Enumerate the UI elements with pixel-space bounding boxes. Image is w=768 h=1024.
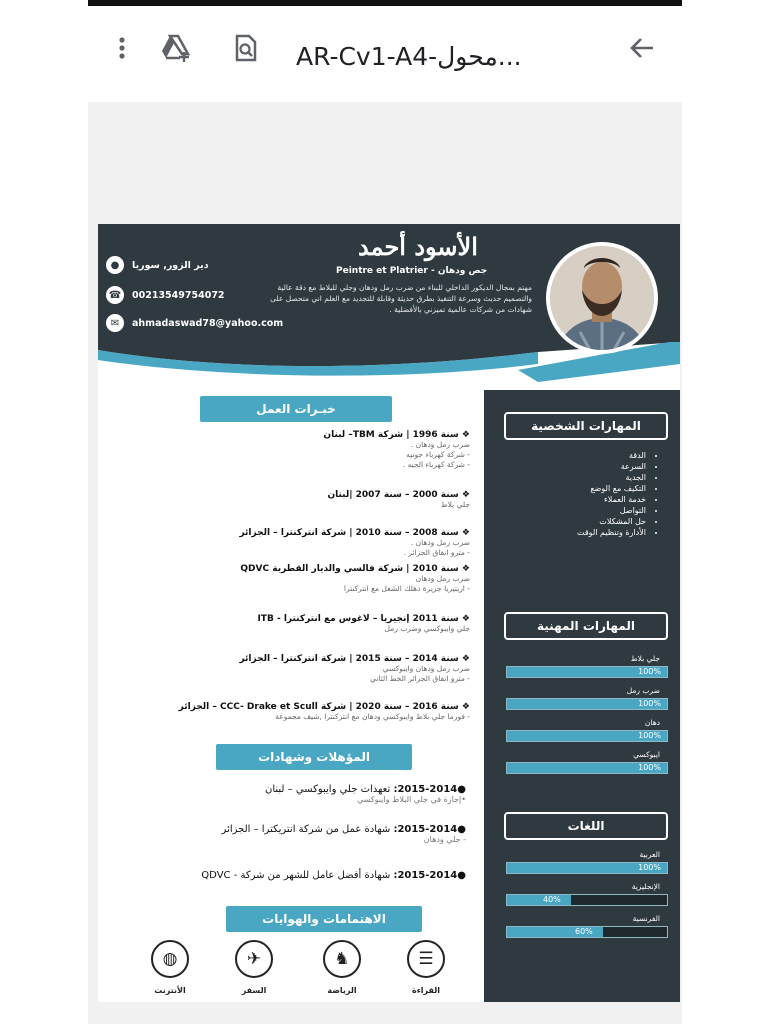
cv-summary: مهتم بمجال الديكور الداخلي للبناء من ضرب رمل ودهان وجلي للبلاط مع دقة عالية والتصميم حديث وسرعة التنفيذ بطرق حديثة وقابلة للتجديد مع العلم اني متحصل على شهادات من شركات عالمية تميزني بالأفضلية .	[270, 283, 532, 314]
professional-skill-label: دهان	[644, 718, 660, 727]
back-arrow-icon[interactable]	[626, 32, 658, 64]
running-icon: ♞	[323, 940, 361, 978]
languages-heading: اللغات	[504, 812, 668, 840]
professional-skill-percent: 100%	[638, 667, 661, 676]
personal-skills-heading: المهارات الشخصية	[504, 412, 668, 440]
personal-skills-list: • الدقة • السرعة • الجدية • التكيف مع الوضع • خدمة العملاء • التواصل • حل المشكلات • الأدارة وتنظيم الوقت	[498, 450, 658, 538]
airplane-icon: ✈	[235, 940, 273, 978]
language-label: الإنجليزية	[631, 882, 660, 891]
language-label: العربية	[639, 850, 660, 859]
viewer-toolbar	[88, 6, 682, 102]
professional-skill-bar	[506, 762, 668, 774]
professional-skill-percent: 100%	[638, 763, 661, 772]
cv-page	[98, 224, 680, 1002]
professional-skill-label: جلي بلاط	[630, 654, 660, 663]
experience-item: ❖ سنة 2008 – سنة 2010 | شركة انتركنترا – الجزائر ضرب رمل ودهان . - مترو انفاق الجزائر .	[239, 528, 470, 557]
interests-heading: الاهتمامات والهوايات	[226, 906, 422, 932]
professional-skills-heading: المهارات المهنية	[504, 612, 668, 640]
qualifications-heading: المؤهلات وشهادات	[216, 744, 412, 770]
language-bar-fill	[507, 895, 571, 905]
books-icon: ☰	[407, 940, 445, 978]
document-title: AR-Cv1-A4-محول...	[296, 42, 522, 71]
email-icon: ✉	[106, 314, 124, 332]
qualification-item: ●2015-2014: شهادة عمل من شركة انتريكترا – الجزائر - جلي ودهان	[221, 824, 466, 844]
find-in-page-icon[interactable]	[230, 32, 262, 64]
qualification-item: ●2015-2014: شهادة أفضل عامل للشهر من شركة - QDVC	[201, 870, 466, 881]
contact-email: ✉ ahmadaswad78@yahoo.com	[106, 314, 283, 332]
language-percent: 100%	[638, 863, 661, 872]
experience-heading: خبـرات العمل	[200, 396, 392, 422]
language-bar	[506, 862, 668, 874]
more-vert-icon[interactable]	[106, 32, 138, 64]
experience-item: ❖ سنة 2016 – سنة 2020 | شركة CCC- Drake et Scull – الجزائر - فورما جلي بلاط وايبوكسي ودهان مع انتركنترا ,شيف مجموعة	[178, 702, 470, 721]
professional-skill-label: ضرب رمل	[626, 686, 660, 695]
professional-skill-percent: 100%	[638, 699, 661, 708]
profile-photo	[546, 242, 658, 354]
contact-phone: ☎ 00213549754072	[106, 286, 225, 304]
interest-travel: ✈ السفر	[214, 940, 294, 995]
qualification-item: ●2015-2014: تعهدات جلي وايبوكسي – لبنان •إجازة في جلي البلاط وايبوكسي	[264, 784, 466, 804]
cv-name: الأسود أحمد	[358, 232, 478, 261]
experience-item: ❖ سنة 2014 – سنة 2015 | شركة انتركنترا – الجزائر ضرب رمل ودهان وايبوكسي - مترو انفاق الجزائر الخط الثاني	[239, 654, 470, 683]
language-bar	[506, 926, 668, 938]
language-label: الفرنسية	[632, 914, 660, 923]
experience-item: ❖ سنة 2010 | شركة فالسي والديار القطرية QDVC ضرب رمل ودهان - اريتيريا جزيرة دهلك الشغل مع انتركنترا	[240, 564, 470, 593]
interest-sports: ♞ الرياضة	[302, 940, 382, 995]
interest-internet: ◍ الأنترنت	[130, 940, 210, 995]
professional-skill-bar	[506, 730, 668, 742]
drive-add-icon[interactable]	[160, 32, 192, 64]
experience-item: ❖ سنة 1996 | شركة TBM– لبنان ضرب رمل ودهان . - شركة كهرباء جونيه - شركة كهرباء الجيه .	[323, 430, 470, 469]
professional-skill-bar	[506, 698, 668, 710]
experience-item: ❖ سنة 2000 – سنة 2007 |لبنان جلي بلاط	[327, 490, 470, 509]
interest-reading: ☰ القراءة	[386, 940, 466, 995]
experience-item: ❖ سنة 2011 إنجيريا – لاغوس مع انتركنترا - ITB جلي وايبوكسي وضرب رمل	[257, 614, 470, 633]
language-percent: 40%	[543, 895, 561, 904]
cv-subtitle: جص ودهان - Peintre et Platrier	[336, 266, 488, 276]
professional-skill-label: ايبوكسي	[633, 750, 660, 759]
professional-skill-bar	[506, 666, 668, 678]
phone-icon: ☎	[106, 286, 124, 304]
language-bar	[506, 894, 668, 906]
professional-skill-percent: 100%	[638, 731, 661, 740]
globe-icon: ◍	[151, 940, 189, 978]
contact-location: ● دير الزور, سوريا	[106, 256, 209, 274]
language-percent: 60%	[575, 927, 593, 936]
location-pin-icon: ●	[106, 256, 124, 274]
